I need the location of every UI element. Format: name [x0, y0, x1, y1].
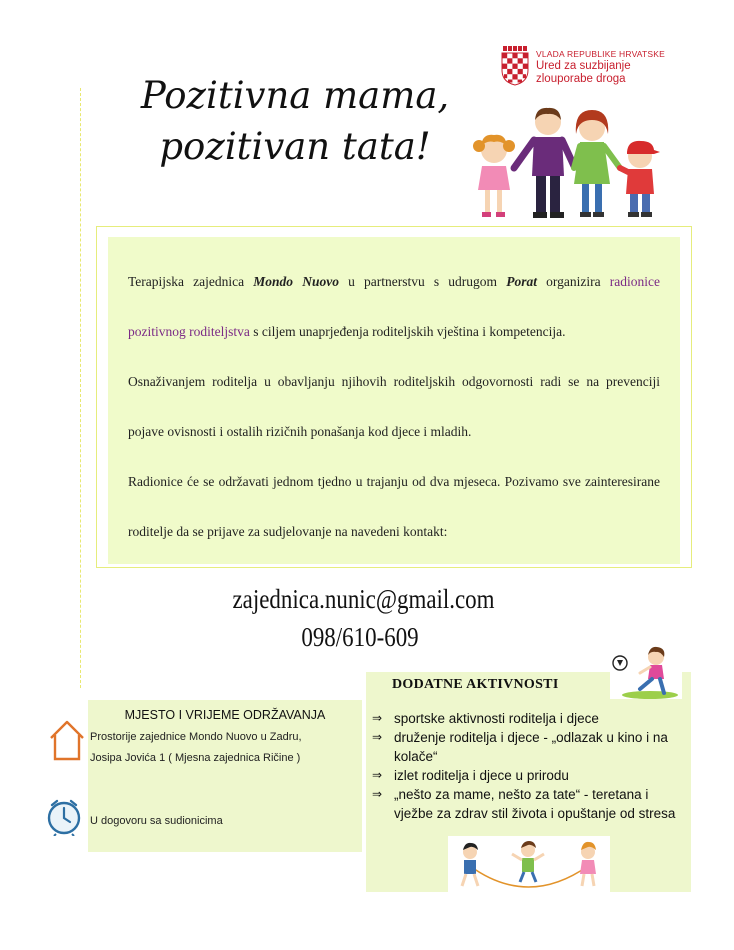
logo-office-name-1: Ured za suzbijanje [536, 59, 631, 72]
intro-paragraph-2: Osnaživanjem roditelja u obavljanju njihovih roditeljskih odgovornosti radi se na prevenciji pojave ovisnosti i ostalih rizičnih ponašanja kod djece i mladih. [128, 374, 660, 439]
girl-playing-soccer-icon [610, 643, 682, 699]
clock-icon [46, 796, 82, 836]
intro-paragraph-1 [128, 257, 660, 357]
list-item-text: sportske aktivnosti roditelja i djece [394, 711, 599, 726]
arrow-icon: ⇒ [372, 768, 383, 782]
house-icon [48, 718, 86, 762]
title-line-1: Pozitivna mama, [140, 74, 450, 117]
kids-jumping-rope-icon [448, 836, 610, 892]
contact-phone[interactable]: 098/610-609 [301, 622, 419, 652]
org-mondo-nuovo: Mondo Nuovo [253, 274, 339, 289]
location-title: MJESTO I VRIJEME ODRŽAVANJA [124, 708, 326, 722]
list-item [372, 709, 688, 728]
logo-text [536, 50, 665, 86]
arrow-icon: ⇒ [372, 711, 383, 725]
location-time: U dogovoru sa sudionicima [90, 815, 223, 827]
activities-title: DODATNE AKTIVNOSTI [392, 677, 559, 692]
page-title [110, 70, 480, 172]
contact-email[interactable]: zajednica.nunic@gmail.com [232, 584, 495, 614]
intro-text: organizira [536, 274, 610, 289]
location-box [88, 700, 362, 852]
list-item-text: druženje roditelja i djece - „odlazak u kino i na kolače“ [394, 730, 668, 764]
list-item [372, 785, 688, 823]
activities-list [372, 709, 688, 823]
title-line-2: pozitivan tata! [159, 125, 431, 169]
left-guide-line [80, 88, 81, 688]
arrow-icon: ⇒ [372, 730, 383, 744]
intro-text: u partnerstvu s udrugom [338, 274, 507, 289]
location-place-line-2: Josipa Jovića 1 ( Mjesna zajednica Ričine ) [90, 752, 301, 764]
location-place-line-1: Prostorije zajednice Mondo Nuovo u Zadru, [90, 731, 302, 743]
logo-office-name-2: zlouporabe droga [536, 72, 626, 85]
list-item-text: izlet roditelja i djece u prirodu [394, 768, 569, 783]
contact-block [232, 580, 495, 656]
intro-text: s ciljem unaprjeđenja roditeljskih vještina i kompetencija. [249, 324, 566, 339]
intro-text: Terapijska zajednica [128, 274, 254, 289]
croatian-coat-of-arms-icon [500, 46, 530, 86]
list-item-text: „nešto za mame, nešto za tate“ - teretana i vježbe za zdrav stil života i opuštanje od stresa [394, 787, 676, 821]
list-item [372, 766, 688, 785]
workshop-highlight: radionice pozitivnog roditeljstva [128, 274, 660, 339]
intro-paragraph-3: Radionice će se održavati jednom tjedno u trajanju od dva mjeseca. Pozivamo sve zainteresirane roditelje da se prijave za sudjelovanje na navedeni kontakt: [128, 474, 660, 539]
org-porat: Porat [506, 274, 537, 289]
list-item [372, 728, 688, 766]
info-text [128, 257, 660, 557]
logo-government-name: VLADA REPUBLIKE HRVATSKE [536, 49, 666, 59]
family-illustration-icon [470, 102, 670, 224]
arrow-icon: ⇒ [372, 787, 383, 801]
